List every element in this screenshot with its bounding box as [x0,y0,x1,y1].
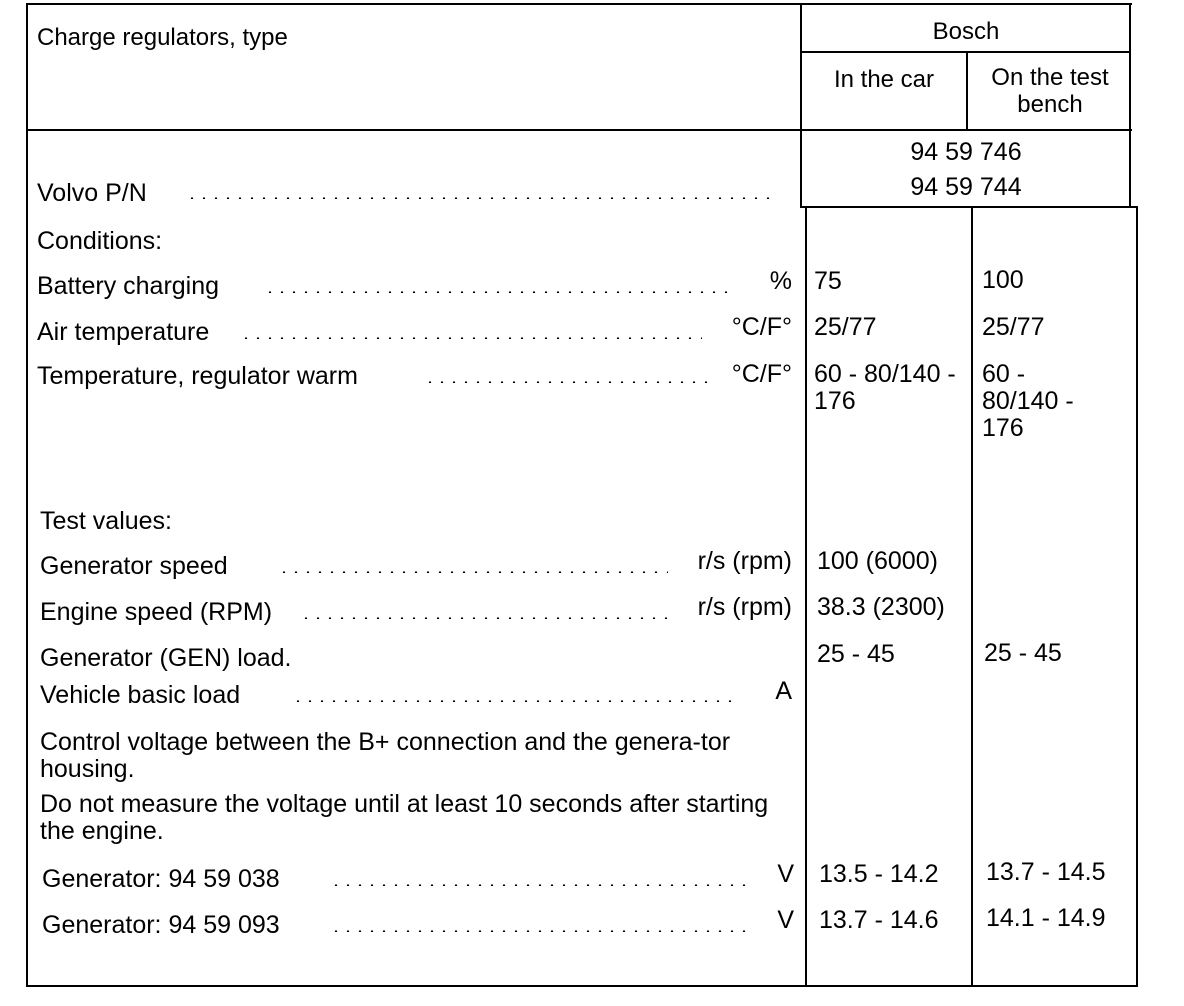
row-label: Temperature, regulator warm [37,362,358,390]
leader-dots [300,617,670,619]
value-in-car: 38.3 (2300) [817,593,945,621]
leader-dots [424,381,708,383]
leader-dots [292,700,740,702]
leader-dots [186,197,776,199]
value-in-car: 25/77 [814,313,877,341]
row-unit: °C/F° [731,313,792,341]
row-unit: °C/F° [731,360,792,388]
leader-dots [264,291,734,293]
value-in-car: 100 (6000) [817,547,938,575]
value-column-divider-top [966,51,968,131]
conditions-heading: Conditions: [37,227,163,255]
row-label: Engine speed (RPM) [40,598,273,626]
row-unit: r/s (rpm) [697,593,792,621]
label-column-divider-bottom [805,206,807,987]
row-label: Generator: 94 59 038 [42,865,280,893]
value-in-car: 13.7 - 14.6 [819,906,939,934]
row-unit: r/s (rpm) [697,547,792,575]
row-unit: % [769,267,792,295]
row-label: Air temperature [37,318,210,346]
leader-dots [278,571,668,573]
row-label: Battery charging [37,272,220,300]
table-border-right-bottom [1136,206,1138,987]
part-number: 94 59 746 [910,138,1022,166]
value-in-car: 75 [814,267,842,295]
column-header-test-bench: On the test bench [991,64,1109,118]
table-border-left [26,3,28,987]
part-label: Volvo P/N [37,179,147,207]
value-test-bench: 25 - 45 [984,639,1062,667]
table-border-top [26,3,1132,5]
value-column-divider-bottom [971,206,973,987]
value-test-bench: 25/77 [982,313,1045,341]
value-in-car: 25 - 45 [817,640,895,668]
leader-dots [330,884,754,886]
row-unit: A [775,677,792,705]
leader-dots [240,337,702,339]
brand-label: Bosch [932,18,1000,45]
value-test-bench: 14.1 - 14.9 [986,904,1106,932]
value-test-bench: 13.7 - 14.5 [986,858,1106,886]
leader-dots [330,930,754,932]
value-test-bench: 60 - 80/140 - 176 [982,360,1074,442]
value-in-car: 13.5 - 14.2 [819,860,939,888]
row-label: Generator: 94 59 093 [42,911,280,939]
test-values-heading: Test values: [40,507,173,535]
note-text: Control voltage between the B+ connection and the genera-tor housing. [40,728,731,783]
row-unit: V [777,860,794,888]
note-text: Do not measure the voltage until at least 10 seconds after starting the engine. [40,790,769,845]
row-label: Generator speed [40,552,228,580]
brand-divider [800,51,1130,53]
partnumber-divider [800,206,1137,208]
column-header-in-car: In the car [833,66,935,93]
type-label: Charge regulators, type [37,24,288,51]
value-test-bench: 100 [982,266,1024,294]
value-in-car: 60 - 80/140 - 176 [814,360,956,415]
part-number: 94 59 744 [910,173,1022,201]
row-unit: V [777,906,794,934]
load-label: Generator (GEN) load. [40,644,292,672]
load-label: Vehicle basic load [40,681,241,709]
